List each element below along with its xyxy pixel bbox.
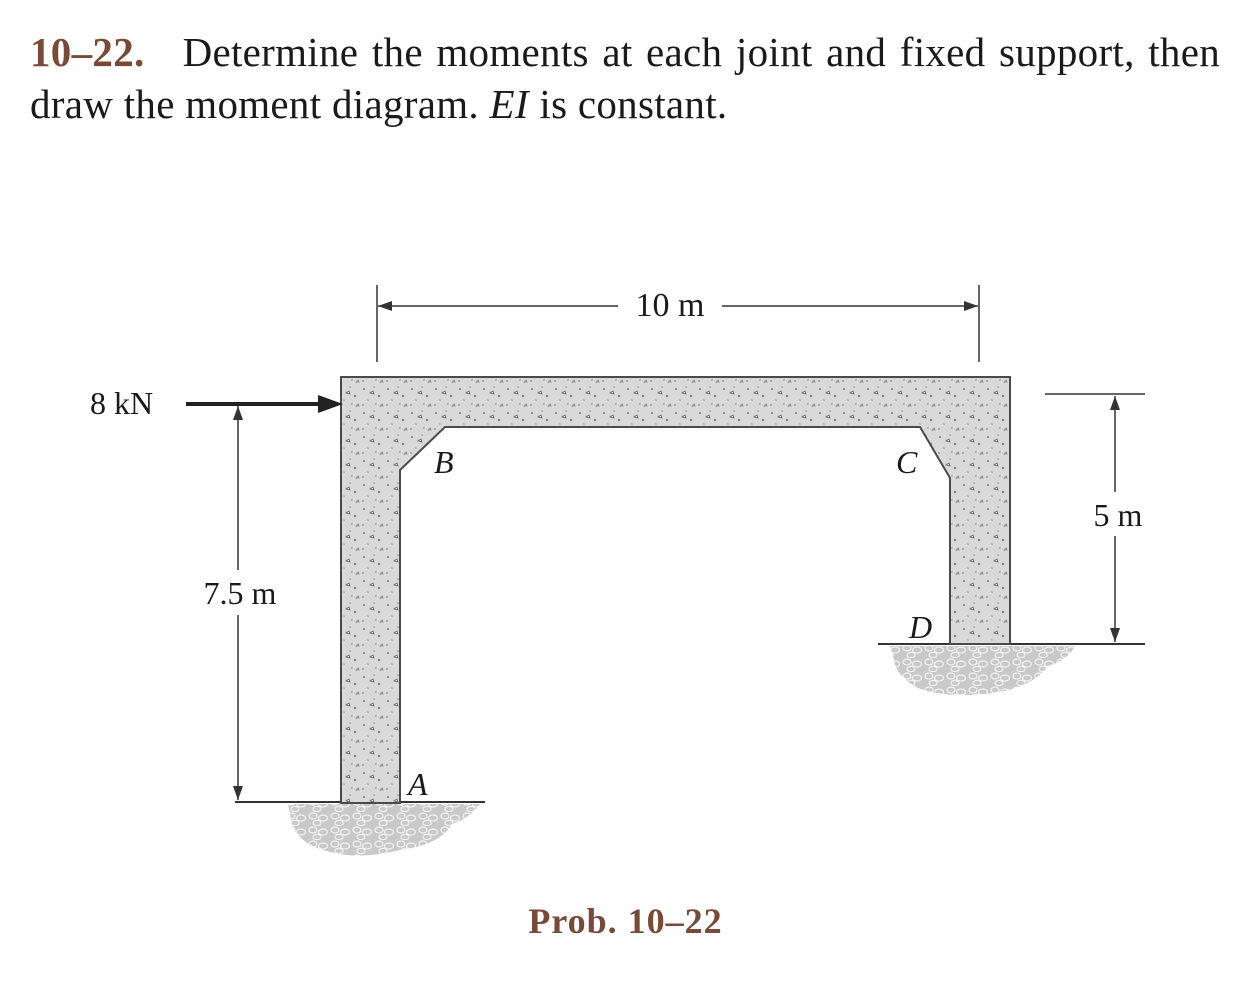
- ground-d: [890, 646, 1075, 695]
- problem-text-1: Determine the moments at each joint and fixed support, then draw the moment diagram.: [30, 29, 1220, 127]
- problem-number: 10–22.: [30, 29, 145, 75]
- right-height-arrow-top: [1110, 396, 1120, 410]
- span-arrow-left: [378, 301, 392, 311]
- frame-concrete: [341, 377, 1010, 803]
- left-height-arrow-bottom: [233, 786, 243, 800]
- joint-label-a: A: [408, 766, 428, 802]
- span-arrow-right: [964, 301, 978, 311]
- problem-text-2: is constant.: [528, 81, 728, 127]
- load-label: 8 kN: [90, 385, 154, 421]
- joint-label-b: B: [434, 444, 454, 480]
- left-height-label: 7.5 m: [203, 575, 277, 611]
- problem-text-ei: EI: [489, 81, 529, 127]
- joint-label-d: D: [909, 609, 933, 645]
- left-height-arrow-top: [233, 406, 243, 420]
- right-height-label: 5 m: [1093, 497, 1143, 533]
- span-label: 10 m: [635, 287, 705, 324]
- figure-caption: Prob. 10–22: [528, 901, 723, 941]
- joint-label-c: C: [896, 444, 918, 480]
- load-arrow-head: [318, 395, 343, 413]
- ground-a: [288, 804, 480, 856]
- right-height-arrow-bottom: [1110, 628, 1120, 642]
